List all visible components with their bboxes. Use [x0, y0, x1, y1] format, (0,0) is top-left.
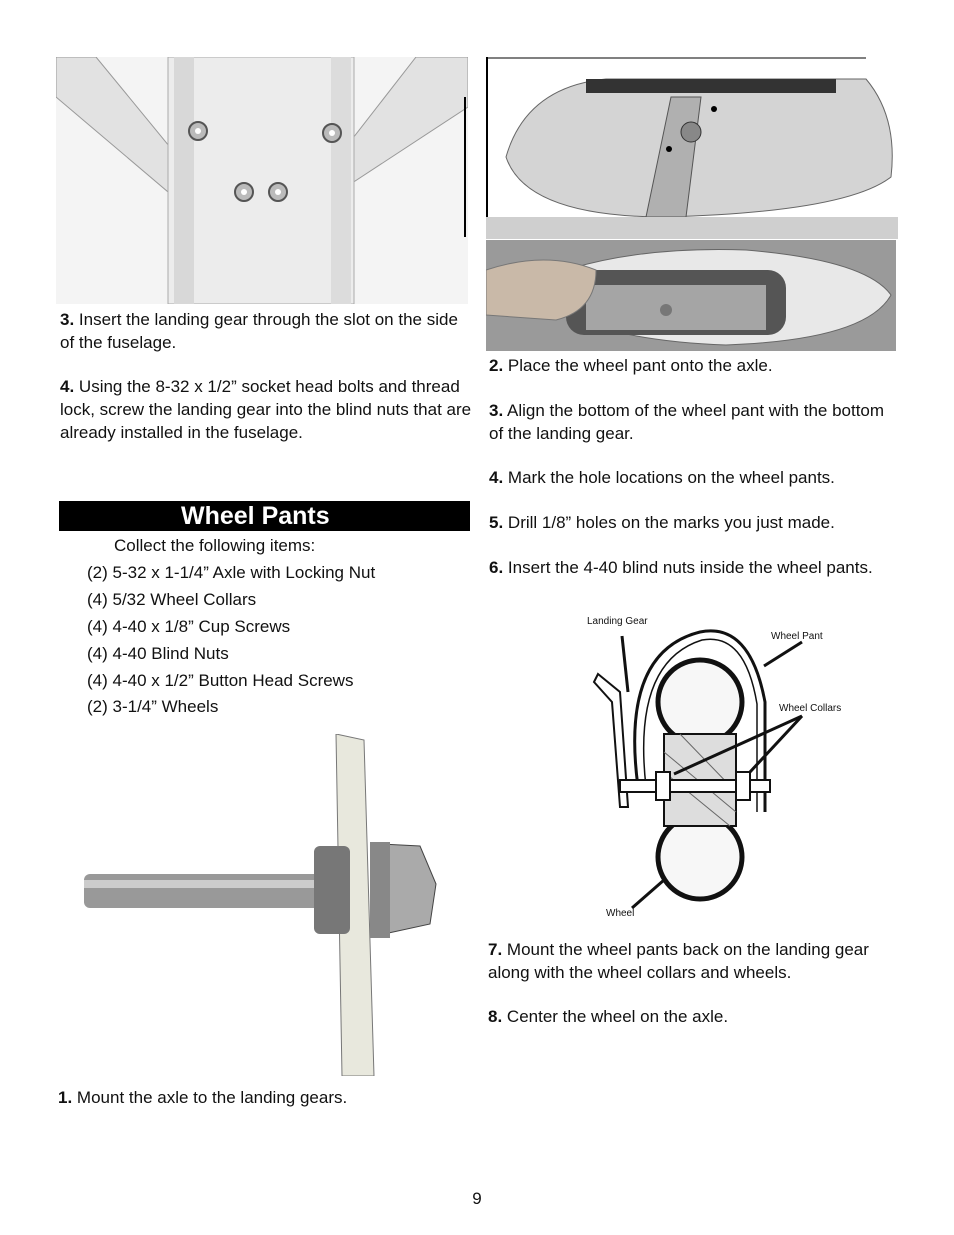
step-text: Align the bottom of the wheel pant with the bottom of the landing gear.: [489, 401, 885, 443]
step-text: Place the wheel pant onto the axle.: [507, 356, 773, 375]
list-item: (4) 4-40 Blind Nuts: [87, 644, 229, 663]
label-wheel-pant: Wheel Pant: [771, 631, 823, 642]
collect-intro: Collect the following items:: [114, 536, 316, 555]
step-number: 7.: [488, 940, 503, 959]
page-number: 9: [472, 1189, 482, 1208]
list-item: (4) 5/32 Wheel Collars: [87, 590, 257, 609]
step-3: [60, 308, 460, 354]
step-text: Mount the wheel pants back on the landing gear along with the wheel collars and wheels.: [488, 940, 869, 982]
step-text: Mark the hole locations on the wheel pants.: [507, 468, 835, 487]
step-8: [488, 1005, 888, 1028]
step-number: 5.: [489, 513, 504, 532]
step-number: 2.: [489, 356, 504, 375]
step-number: 3.: [60, 310, 75, 329]
list-item: (4) 4-40 x 1/8” Cup Screws: [87, 617, 291, 636]
step-text: Using the 8-32 x 1/2” socket head bolts and thread lock, screw the landing gear into the blind nuts that are already installed in the fuselage.: [60, 377, 472, 442]
step-number: 6.: [489, 558, 504, 577]
wheel-pant-side-photo: [486, 57, 898, 239]
label-wheel: Wheel: [606, 908, 635, 919]
section-title: Wheel Pants: [59, 501, 470, 531]
step-text: Drill 1/8” holes on the marks you just made.: [507, 513, 835, 532]
step-text: Center the wheel on the axle.: [506, 1007, 729, 1026]
step-4: [60, 375, 472, 444]
step-2: [489, 354, 889, 377]
step-text: Insert the landing gear through the slot on the side of the fuselage.: [60, 310, 458, 352]
list-item: (4) 4-40 x 1/2” Button Head Screws: [87, 671, 354, 690]
step-1: [58, 1086, 347, 1109]
step-3-right: [489, 399, 889, 445]
step-number: 8.: [488, 1007, 503, 1026]
step-text: Insert the 4-40 blind nuts inside the wheel pants.: [507, 558, 873, 577]
wheel-pant-diagram: [580, 612, 860, 924]
step-number: 4.: [60, 377, 75, 396]
list-item: (2) 5-32 x 1-1/4” Axle with Locking Nut: [87, 563, 376, 582]
step-4-right: [489, 466, 899, 489]
step-number: 4.: [489, 468, 504, 487]
step-number: 3.: [489, 401, 504, 420]
step-number: 1.: [58, 1088, 73, 1107]
step-7: [488, 938, 898, 984]
step-6: [489, 556, 889, 579]
wheel-pant-hand-photo: [486, 240, 896, 351]
label-wheel-collars: Wheel Collars: [779, 703, 842, 714]
label-landing-gear: Landing Gear: [587, 616, 648, 627]
step-text: Mount the axle to the landing gears.: [76, 1088, 348, 1107]
step-5: [489, 511, 899, 534]
list-item: (2) 3-1/4” Wheels: [87, 697, 219, 716]
axle-photo: [84, 734, 446, 1076]
fuselage-landing-gear-photo: [56, 57, 468, 304]
